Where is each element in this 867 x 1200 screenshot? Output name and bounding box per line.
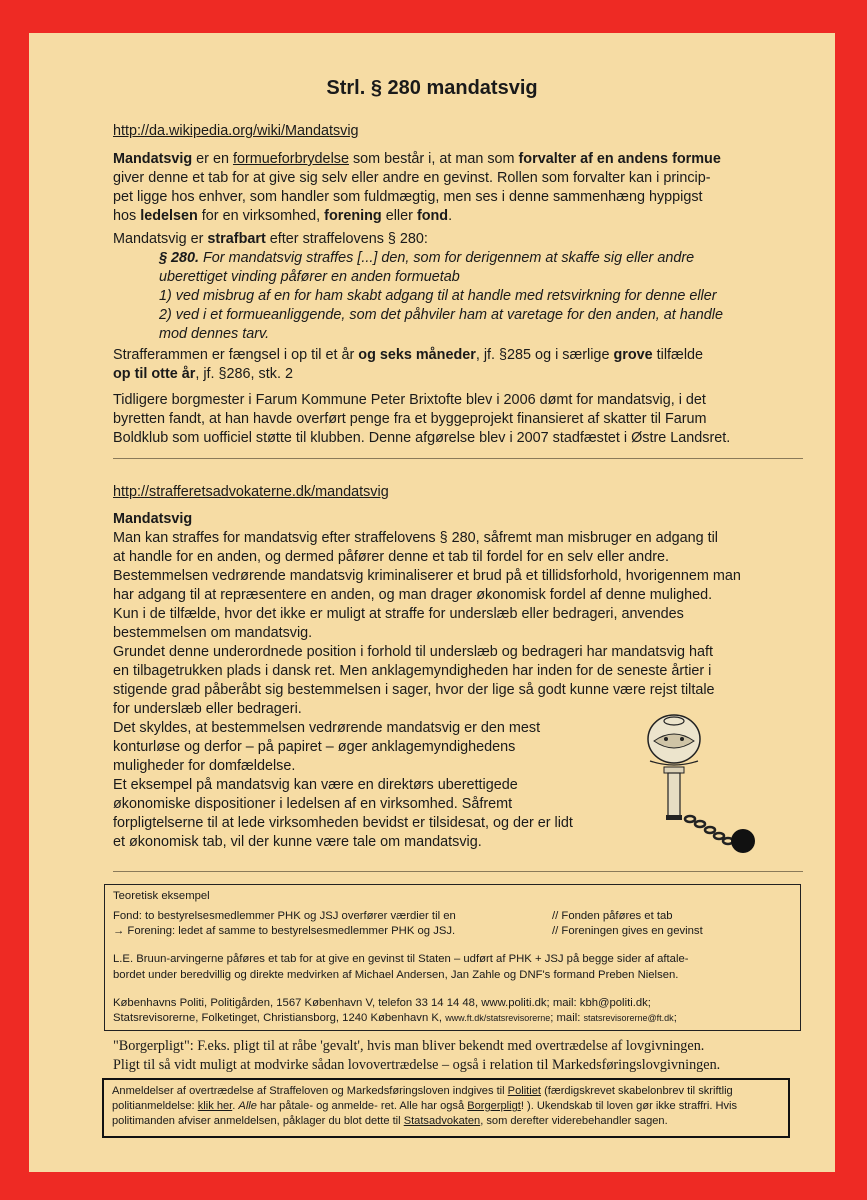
text: Alle bbox=[238, 1100, 257, 1112]
text: ; mail: bbox=[550, 1012, 584, 1024]
text-line: forpligtelserne til at lede virksomheden bevidst er tilsidesat, og der er lidt bbox=[113, 815, 573, 831]
example-contact-police: Københavns Politi, Politigården, 1567 København V, telefon 33 14 14 48, www.politi.dk; mail: kbh@politi.dk; bbox=[113, 997, 651, 1009]
text: og seks måneder bbox=[358, 347, 476, 363]
text-line: Et eksempel på mandatsvig kan være en direktørs uberettigede bbox=[113, 777, 518, 793]
text-line: konturløse og derfor – på papiret – øger anklagemyndighedens bbox=[113, 739, 516, 755]
link-formueforbrydelse[interactable]: formueforbrydelse bbox=[232, 151, 349, 167]
text: op til otte år bbox=[113, 366, 196, 382]
text: Mandatsvig er bbox=[113, 231, 208, 247]
text-line: muligheder for domfældelse. bbox=[113, 758, 296, 774]
term-fond: fond bbox=[416, 208, 449, 224]
text: uberettiget vinding påfører en anden formuetab bbox=[159, 269, 460, 285]
text: , jf. §286, stk. 2 bbox=[195, 366, 293, 382]
document-page bbox=[29, 33, 835, 1172]
text: 2) ved i et formueanliggende, som det påhviler ham at varetage for den anden, at handle bbox=[159, 307, 723, 323]
text: pet ligge hos enhver, som handler som fuldmægtig, men ses i denne sammenhæng hyppigst bbox=[113, 189, 703, 205]
text: tilfælde bbox=[652, 347, 704, 363]
section-heading: Mandatsvig bbox=[113, 511, 193, 527]
section-body bbox=[113, 529, 813, 719]
text-line: økonomiske dispositioner i ledelsen af en virksomhed. Såfremt bbox=[113, 796, 513, 812]
text-line: Bestemmelsen vedrørende mandatsvig kriminaliserer et brud på et tillidsforhold, hvorigennem man bbox=[113, 568, 741, 584]
text: Tidligere borgmester i Farum Kommune Peter Brixtofte blev i 2006 dømt for mandatsvig, i det bbox=[113, 392, 706, 408]
link-borgerpligt[interactable]: Borgerpligt bbox=[467, 1100, 521, 1112]
text: www.ft.dk/statsrevisorerne bbox=[445, 1013, 551, 1023]
example-line: L.E. Bruun-arvingerne påføres et tab for at give en gevinst til Staten – udført af PHK + JSJ på begge sider af aftale- bbox=[113, 953, 689, 965]
text: Statsrevisorerne, Folketinget, Christiansborg, 1240 København K, bbox=[113, 1012, 446, 1024]
divider bbox=[113, 458, 803, 459]
link-statsadvokaten[interactable]: Statsadvokaten bbox=[403, 1115, 481, 1127]
text-line: har adgang til at repræsentere en anden, og man drager økonomisk fordel af denne mulighed. bbox=[113, 587, 713, 603]
text: som består i, at man som bbox=[348, 151, 519, 167]
example-contact-statsrevisorerne bbox=[113, 1011, 677, 1026]
text: efter straffelovens § 280: bbox=[265, 231, 428, 247]
text: byretten fandt, at han havde overført penge fra et byggeprojekt finansieret af skatter til Farum bbox=[113, 411, 707, 427]
paragraph-strafbart bbox=[113, 230, 803, 249]
term-forvalter: forvalter af en andens formue bbox=[518, 151, 721, 167]
text: mod dennes tarv. bbox=[159, 326, 270, 342]
text-line: for underslæb eller bedrageri. bbox=[113, 701, 302, 717]
text: politianmeldelse: bbox=[112, 1100, 198, 1112]
law-quote bbox=[159, 249, 799, 344]
text-line: Pligt til så vidt muligt at modvirke sådan lovovertrædelse – også i relation til Markedsføringslovgivningen. bbox=[113, 1057, 721, 1073]
text: , jf. §285 og i særlige bbox=[475, 347, 614, 363]
text: , som derefter viderebehandler sagen. bbox=[480, 1115, 668, 1127]
text-line: bestemmelsen om mandatsvig. bbox=[113, 625, 313, 641]
text: for en virksomhed, bbox=[197, 208, 325, 224]
term-ledelsen: ledelsen bbox=[140, 208, 198, 224]
term-forening: forening bbox=[324, 208, 382, 224]
page-title: Strl. § 280 mandatsvig bbox=[326, 77, 538, 99]
paragraph-strafferamme bbox=[113, 346, 803, 384]
section-number: § 280. bbox=[159, 250, 200, 266]
divider bbox=[113, 871, 803, 872]
text: ; bbox=[673, 1012, 677, 1024]
text-line: Grundet denne underordnede position i forhold til underslæb og bedrageri har mandatsvig haft bbox=[113, 644, 714, 660]
text-line: Det skyldes, at bestemmelsen vedrørende mandatsvig er den mest bbox=[113, 720, 541, 736]
text: Boldklub som uofficiel støtte til klubben. Denne afgørelse blev i 2007 stadfæstet i Østre Landsret. bbox=[113, 430, 731, 446]
text: For mandatsvig straffes [...] den, som for derigennem at skaffe sig eller andre bbox=[199, 250, 695, 266]
example-line: bordet under beredvillig og direkte medvirken af Michael Andersen, Jan Zahle og DNF's formand Preben Nielsen. bbox=[113, 969, 679, 981]
link-klik-her[interactable]: klik her bbox=[197, 1100, 233, 1112]
example-box bbox=[104, 884, 801, 1031]
text-line: Kun i de tilfælde, hvor det ikke er muligt at straffe for underslæb eller bedrageri, anvendes bbox=[113, 606, 684, 622]
text-line: "Borgerpligt": F.eks. pligt til at råbe 'gevalt', hvis man bliver bekendt med overtrædelse af lovgivningen. bbox=[113, 1038, 705, 1054]
example-comment: // Foreningen gives en gevinst bbox=[552, 925, 703, 937]
strafferetsadvokaterne-link[interactable]: http://strafferetsadvokaterne.dk/mandatsvig bbox=[113, 484, 389, 500]
text: eller bbox=[381, 208, 417, 224]
text: 1) ved misbrug af en for ham skabt adgang til at handle med retsvirkning for denne eller bbox=[159, 288, 717, 304]
text-line: et økonomisk tab, vil der kunne være tale om mandatsvig. bbox=[113, 834, 482, 850]
text: Strafferammen er fængsel i op til et år bbox=[113, 347, 359, 363]
text: hos bbox=[113, 208, 141, 224]
ball-and-chain-icon bbox=[626, 711, 756, 853]
example-line: → Forening: ledet af samme to bestyrelsesmedlemmer PHK og JSJ. bbox=[113, 925, 456, 937]
text: giver denne et tab for at give sig selv eller andre en gevinst. Rollen som forvalter kan i princip- bbox=[113, 170, 711, 186]
notice-box bbox=[102, 1078, 790, 1138]
example-comment: // Fonden påføres et tab bbox=[552, 910, 673, 922]
text: . bbox=[448, 208, 453, 224]
text: er en bbox=[192, 151, 233, 167]
text: . bbox=[232, 1100, 239, 1112]
paragraph-definition bbox=[113, 150, 803, 226]
text: statsrevisorerne@ft.dk bbox=[583, 1013, 674, 1023]
section-body-narrow bbox=[113, 719, 623, 852]
link-politiet[interactable]: Politiet bbox=[507, 1085, 541, 1097]
example-title: Teoretisk eksempel bbox=[113, 890, 210, 902]
text-line: Man kan straffes for mandatsvig efter straffelovens § 280, såfremt man misbruger en adgang til bbox=[113, 530, 718, 546]
text: Anmeldelser af overtrædelse af Straffeloven og Markedsføringsloven indgives til bbox=[112, 1085, 508, 1097]
term-mandatsvig: Mandatsvig bbox=[113, 151, 193, 167]
borgerpligt-text bbox=[113, 1037, 813, 1075]
paragraph-brixtofte bbox=[113, 391, 803, 448]
text: har påtale- og anmelde- ret. Alle har også bbox=[256, 1100, 468, 1112]
text: (færdigskrevet skabelonbrev til skriftlig bbox=[540, 1085, 733, 1097]
wikipedia-link[interactable]: http://da.wikipedia.org/wiki/Mandatsvig bbox=[113, 123, 359, 139]
text-line: at handle for en anden, og dermed påfører denne et tab til fordel for en selv eller andre. bbox=[113, 549, 669, 565]
text: politimanden afviser anmeldelsen, påklager du blot dette til bbox=[112, 1115, 404, 1127]
text: ! ). Ukendskab til loven gør ikke straffri. Hvis bbox=[520, 1100, 738, 1112]
text-line: en tilbagetrukken plads i dansk ret. Men anklagemyndigheden har inden for de seneste årtier i bbox=[113, 663, 712, 679]
term-strafbart: strafbart bbox=[207, 231, 266, 247]
text-line: stigende grad påberåbt sig bestemmelsen i sager, hvor der lige så godt kunne være rejst tiltale bbox=[113, 682, 715, 698]
text: grove bbox=[613, 347, 653, 363]
example-line: Fond: to bestyrelsesmedlemmer PHK og JSJ overfører værdier til en bbox=[113, 910, 456, 922]
